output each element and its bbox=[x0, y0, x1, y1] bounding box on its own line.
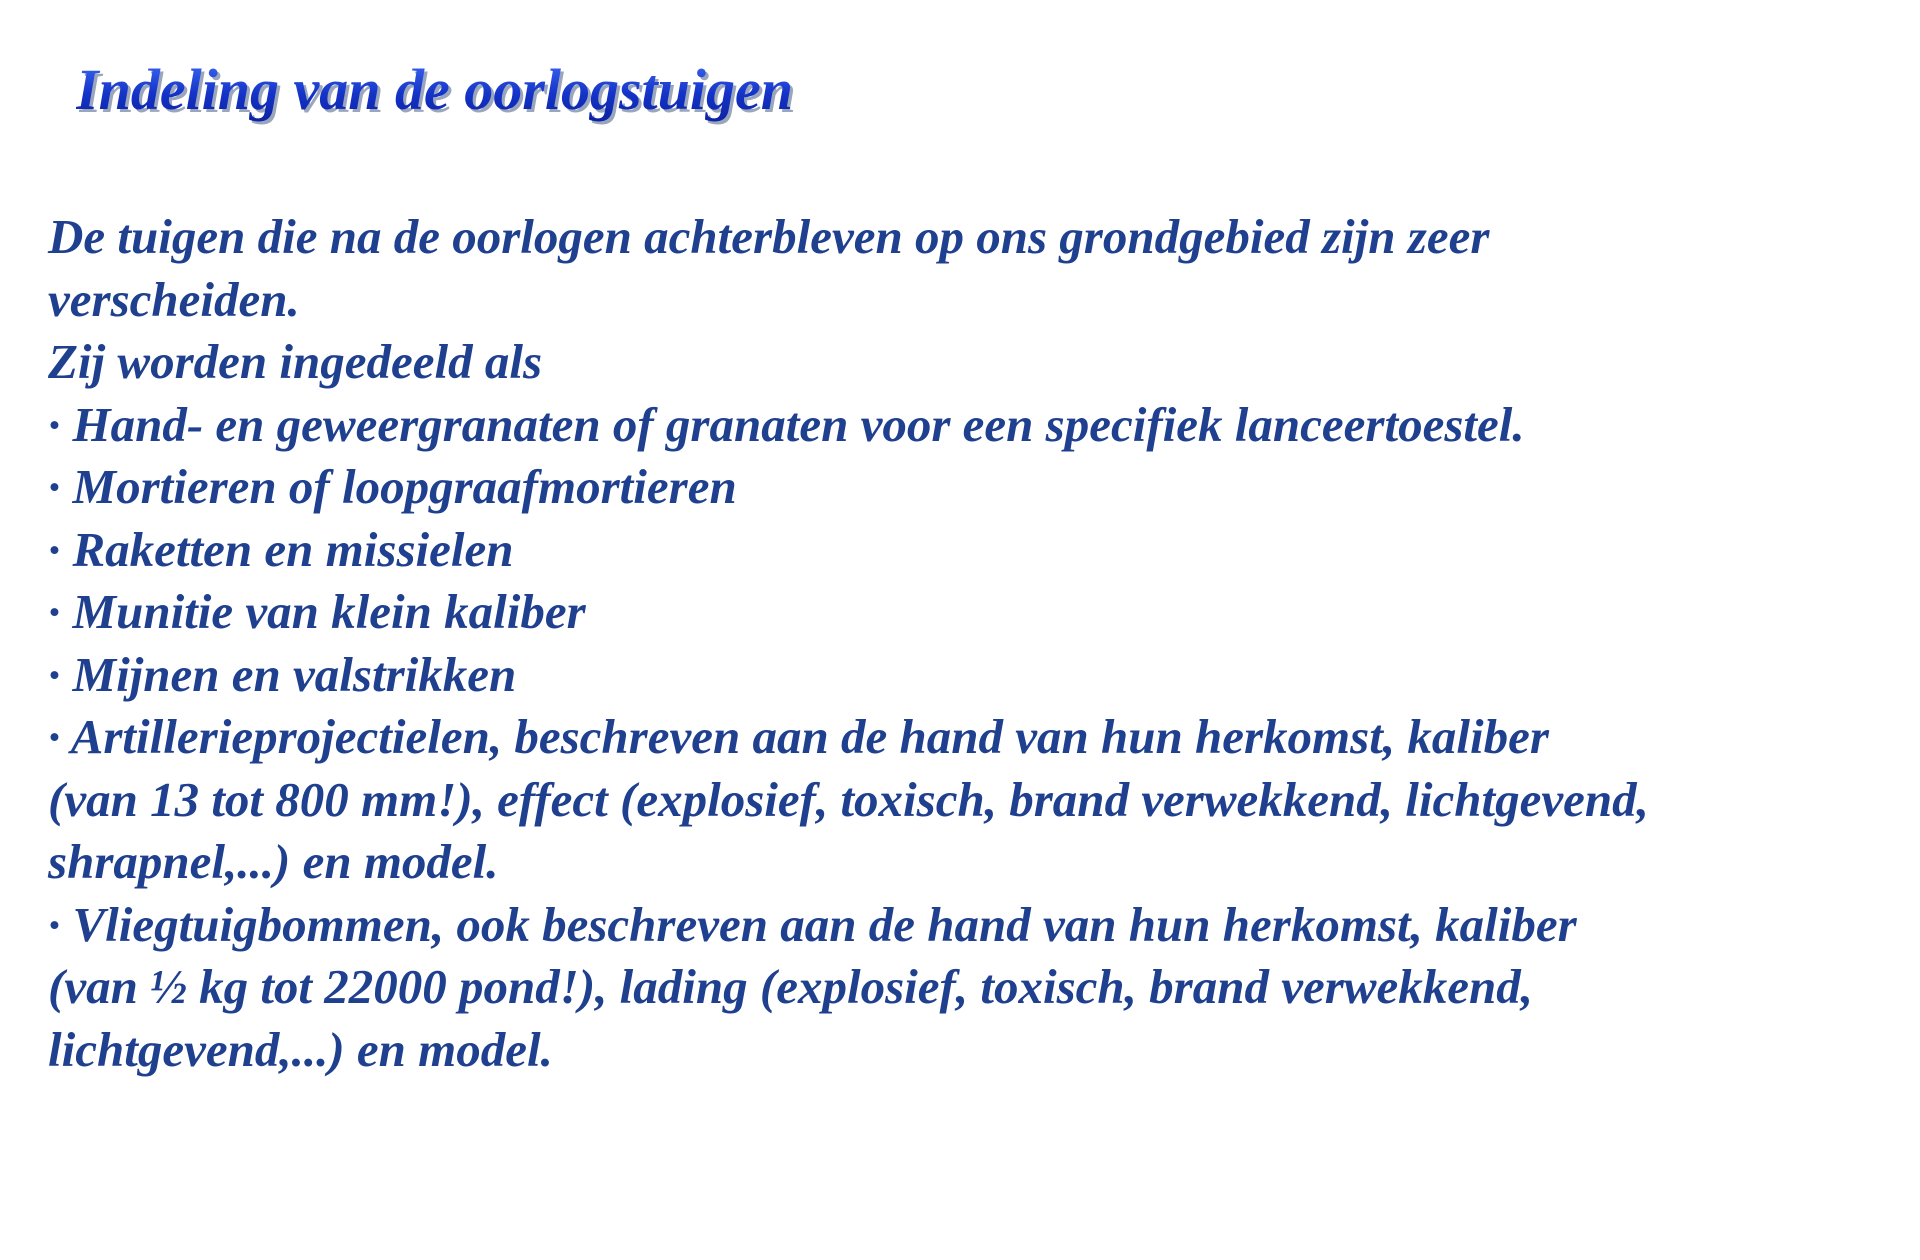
list-item-artillerie-line-2: (van 13 tot 800 mm!), effect (explosief, toxisch, brand verwekkend, lichtgevend, bbox=[48, 771, 1649, 827]
list-item-artillerie-line-3: shrapnel,...) en model. bbox=[48, 834, 499, 889]
intro-line-2: verscheiden. bbox=[48, 271, 300, 327]
list-item-artillerie-line-1: · Artillerieprojectielen, beschreven aan de hand van hun herkomst, kaliber bbox=[48, 709, 1549, 764]
intro-line-3: Zij worden ingedeeld als bbox=[48, 334, 543, 389]
list-item-hand-granaten: · Hand- en geweergranaten of granaten voor een specifiek lanceertoestel. bbox=[48, 396, 1525, 452]
document-body bbox=[48, 206, 1908, 1081]
list-item-vliegtuigbommen-line-1: · Vliegtuigbommen, ook beschreven aan de hand van hun herkomst, kaliber bbox=[48, 896, 1577, 952]
list-item-vliegtuigbommen-line-2: (van ½ kg tot 22000 pond!), lading (explosief, toxisch, brand verwekkend, bbox=[48, 959, 1533, 1014]
list-item-raketten: · Raketten en missielen bbox=[48, 521, 514, 577]
list-item-munitie: · Munitie van klein kaliber bbox=[48, 584, 586, 639]
intro-line-1: De tuigen die na de oorlogen achterbleven op ons grondgebied zijn zeer bbox=[48, 209, 1490, 264]
list-item-vliegtuigbommen-line-3: lichtgevend,...) en model. bbox=[48, 1021, 553, 1077]
list-item-mortieren: · Mortieren of loopgraafmortieren bbox=[48, 459, 737, 514]
list-item-mijnen: · Mijnen en valstrikken bbox=[48, 646, 517, 702]
page-title: Indeling van de oorlogstuigen bbox=[76, 50, 793, 130]
